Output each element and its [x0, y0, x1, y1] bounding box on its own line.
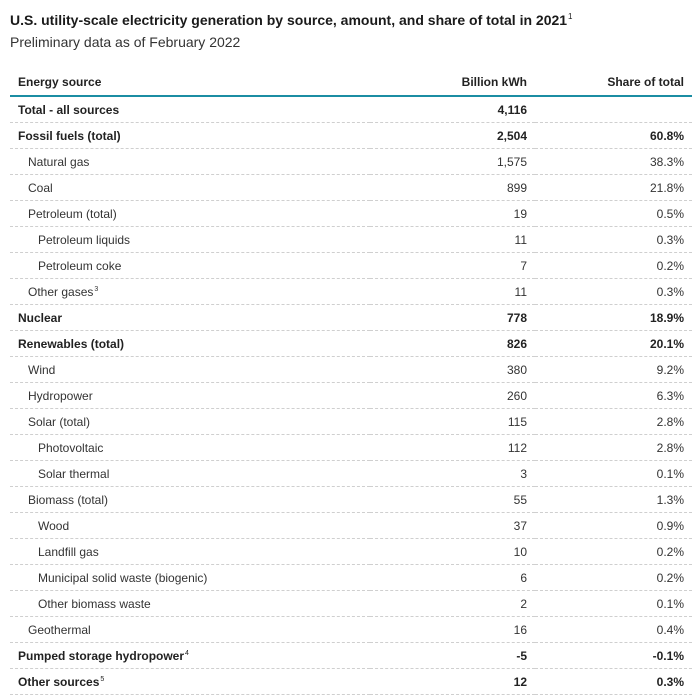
billion-kwh-cell: 11 [370, 227, 535, 253]
energy-source-cell [10, 331, 370, 357]
energy-source-label: Other sources [18, 674, 100, 689]
energy-source-label: Geothermal [28, 622, 91, 637]
billion-kwh-cell: 380 [370, 357, 535, 383]
energy-source-label: Wind [28, 362, 56, 377]
energy-source-cell [10, 565, 370, 591]
table-row [10, 435, 692, 461]
column-header-energy-source: Energy source [10, 69, 370, 96]
billion-kwh-cell: 6 [370, 565, 535, 591]
share-of-total-cell: 0.4% [535, 617, 692, 643]
share-of-total-cell: 2.8% [535, 435, 692, 461]
table-body [10, 96, 692, 695]
table-row [10, 123, 692, 149]
energy-source-label: Petroleum coke [38, 258, 122, 273]
energy-source-cell [10, 305, 370, 331]
table-row [10, 513, 692, 539]
table-row [10, 357, 692, 383]
energy-source-cell [10, 539, 370, 565]
table-row [10, 227, 692, 253]
energy-source-label: Pumped storage hydropower [18, 648, 185, 663]
table-row [10, 409, 692, 435]
energy-source-label: Fossil fuels (total) [18, 128, 121, 143]
table-row [10, 305, 692, 331]
share-of-total-cell: 0.2% [535, 539, 692, 565]
billion-kwh-cell: 37 [370, 513, 535, 539]
footnote-marker: 4 [185, 649, 189, 657]
billion-kwh-cell: 19 [370, 201, 535, 227]
table-row [10, 669, 692, 695]
billion-kwh-cell: 899 [370, 175, 535, 201]
energy-source-label: Petroleum liquids [38, 232, 131, 247]
energy-source-cell [10, 409, 370, 435]
table-row [10, 565, 692, 591]
energy-source-label: Renewables (total) [18, 336, 125, 351]
billion-kwh-cell: 112 [370, 435, 535, 461]
billion-kwh-cell: 826 [370, 331, 535, 357]
billion-kwh-cell: 2,504 [370, 123, 535, 149]
share-of-total-cell: 21.8% [535, 175, 692, 201]
table-row [10, 487, 692, 513]
energy-source-cell [10, 279, 370, 305]
energy-source-cell [10, 357, 370, 383]
share-of-total-cell: 0.1% [535, 591, 692, 617]
billion-kwh-cell: 10 [370, 539, 535, 565]
table-row [10, 643, 692, 669]
energy-source-label: Other biomass waste [38, 596, 151, 611]
share-of-total-cell [535, 96, 692, 123]
billion-kwh-cell: -5 [370, 643, 535, 669]
energy-source-label: Hydropower [28, 388, 93, 403]
energy-source-cell [10, 123, 370, 149]
table-row [10, 253, 692, 279]
energy-source-label: Coal [28, 180, 53, 195]
energy-source-label: Petroleum (total) [28, 206, 117, 221]
energy-source-cell [10, 669, 370, 695]
billion-kwh-cell: 4,116 [370, 96, 535, 123]
billion-kwh-cell: 2 [370, 591, 535, 617]
billion-kwh-cell: 55 [370, 487, 535, 513]
share-of-total-cell: 60.8% [535, 123, 692, 149]
column-header-billion-kwh: Billion kWh [370, 69, 535, 96]
table-row [10, 175, 692, 201]
share-of-total-cell: 0.9% [535, 513, 692, 539]
share-of-total-cell: 2.8% [535, 409, 692, 435]
share-of-total-cell: 0.3% [535, 279, 692, 305]
energy-source-label: Solar (total) [28, 414, 91, 429]
share-of-total-cell: 0.3% [535, 669, 692, 695]
energy-source-cell [10, 175, 370, 201]
billion-kwh-cell: 778 [370, 305, 535, 331]
billion-kwh-cell: 115 [370, 409, 535, 435]
chart-subtitle: Preliminary data as of February 2022 [10, 34, 241, 50]
share-of-total-cell: 9.2% [535, 357, 692, 383]
billion-kwh-cell: 12 [370, 669, 535, 695]
table-row [10, 591, 692, 617]
energy-source-label: Total - all sources [18, 102, 120, 117]
energy-source-label: Municipal solid waste (biogenic) [38, 570, 208, 585]
generation-table [10, 69, 692, 695]
energy-source-label: Solar thermal [38, 466, 110, 481]
share-of-total-cell: 1.3% [535, 487, 692, 513]
energy-source-cell [10, 435, 370, 461]
energy-source-cell [10, 383, 370, 409]
table-row [10, 331, 692, 357]
billion-kwh-cell: 11 [370, 279, 535, 305]
footnote-marker: 3 [94, 285, 99, 293]
share-of-total-cell: 20.1% [535, 331, 692, 357]
energy-source-label: Biomass (total) [28, 492, 109, 507]
billion-kwh-cell: 260 [370, 383, 535, 409]
energy-source-cell [10, 513, 370, 539]
billion-kwh-cell: 7 [370, 253, 535, 279]
energy-source-cell [10, 591, 370, 617]
share-of-total-cell: 38.3% [535, 149, 692, 175]
billion-kwh-cell: 1,575 [370, 149, 535, 175]
energy-source-cell [10, 149, 370, 175]
energy-source-cell [10, 253, 370, 279]
chart-title-text: U.S. utility-scale electricity generation by source, amount, and share of total in 2021 [10, 12, 568, 28]
table-row [10, 461, 692, 487]
energy-source-cell [10, 461, 370, 487]
energy-source-label: Landfill gas [38, 544, 99, 559]
share-of-total-cell: 0.5% [535, 201, 692, 227]
energy-source-cell [10, 227, 370, 253]
energy-source-label: Other gases [28, 284, 94, 299]
energy-source-label: Photovoltaic [38, 440, 104, 455]
table-row [10, 279, 692, 305]
share-of-total-cell: 0.1% [535, 461, 692, 487]
table-row [10, 539, 692, 565]
billion-kwh-cell: 3 [370, 461, 535, 487]
table-row [10, 201, 692, 227]
energy-source-cell [10, 96, 370, 123]
share-of-total-cell: 18.9% [535, 305, 692, 331]
billion-kwh-cell: 16 [370, 617, 535, 643]
energy-source-label: Wood [38, 518, 70, 533]
energy-source-cell [10, 201, 370, 227]
share-of-total-cell: 6.3% [535, 383, 692, 409]
energy-source-label: Natural gas [28, 154, 90, 169]
title-footnote-marker: 1 [568, 12, 573, 21]
chart-title [10, 8, 682, 29]
table-row [10, 149, 692, 175]
table-row [10, 96, 692, 123]
share-of-total-cell: 0.2% [535, 253, 692, 279]
footnote-marker: 5 [100, 675, 105, 683]
energy-source-cell [10, 617, 370, 643]
header-row [10, 69, 692, 96]
energy-source-cell [10, 643, 370, 669]
table-row [10, 383, 692, 409]
column-header-share-of-total: Share of total [535, 69, 692, 96]
share-of-total-cell: 0.2% [535, 565, 692, 591]
table-row [10, 617, 692, 643]
table-header [10, 69, 692, 96]
energy-source-label: Nuclear [18, 310, 63, 325]
share-of-total-cell: 0.3% [535, 227, 692, 253]
energy-source-cell [10, 487, 370, 513]
share-of-total-cell: -0.1% [535, 643, 692, 669]
